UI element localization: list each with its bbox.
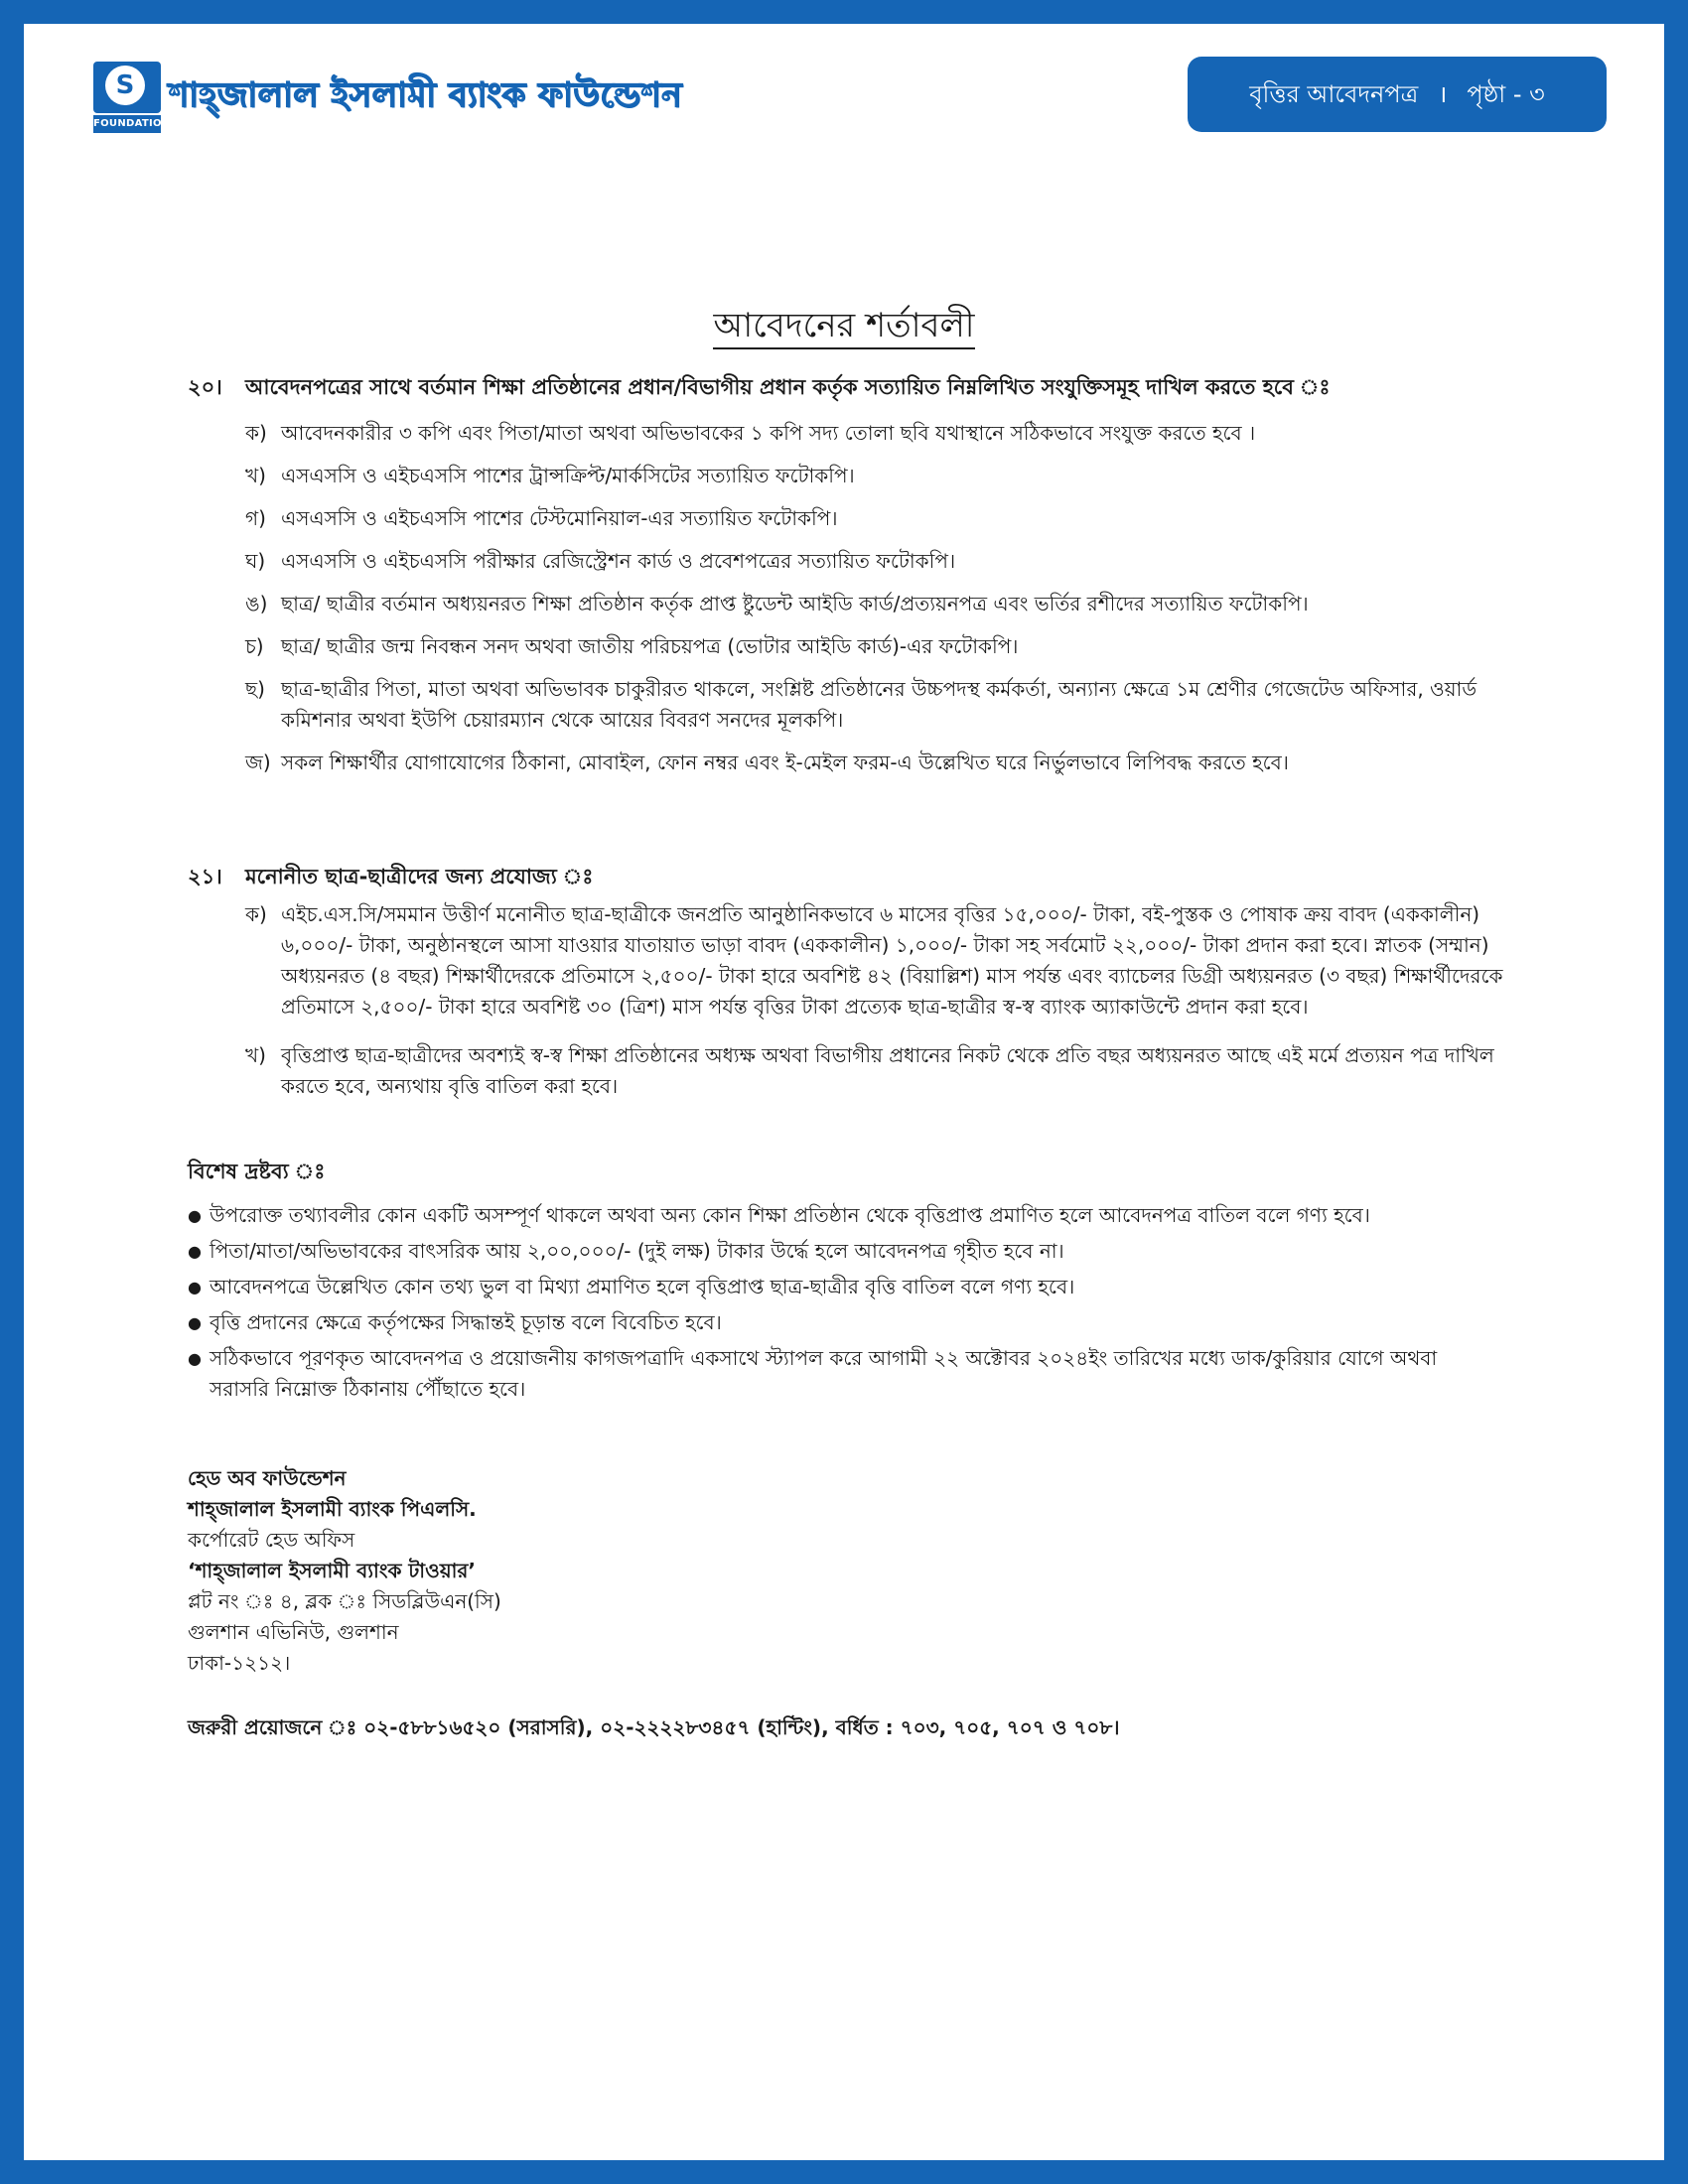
note-item: ● সঠিকভাবে পূরণকৃত আবেদনপত্র ও প্রয়োজনীয় কাগজপত্রাদি একসাথে স্ট্যাপল করে আগামী ২২ অক্টোবর ২০২৪ইং তারিখের মধ্যে ডাক/কুরিয়ার যোগে অথবা সরাসরি নিম্নোক্ত ঠিকানায় পৌঁছাতে হবে। — [188, 1343, 1498, 1405]
form-name: বৃত্তির আবেদনপত্র — [1249, 80, 1419, 108]
address-street: গুলশান এভিনিউ, গুলশান — [188, 1620, 399, 1644]
bullet-icon: ● — [188, 1206, 202, 1225]
list-item: ঘ) এসএসসি ও এইচএসসি পরীক্ষার রেজিস্ট্রেশন কার্ড ও প্রবেশপত্রের সত্যায়িত ফটোকপি। — [245, 549, 956, 573]
note-item: ● পিতা/মাতা/অভিভাবকের বাৎসরিক আয় ২,০০,০০০/- (দুই লক্ষ) টাকার উর্দ্ধে হলে আবেদনপত্র গৃহীত হবে না। — [188, 1236, 1498, 1267]
notes-heading: বিশেষ দ্রষ্টব্য ঃ — [188, 1160, 326, 1183]
mailing-address — [188, 1463, 501, 1679]
list-item: ক) এইচ.এস.সি/সমমান উত্তীর্ণ মনোনীত ছাত্র-ছাত্রীকে জনপ্রতি আনুষ্ঠানিকভাবে ৬ মাসের বৃত্তির ১৫,০০০/- টাকা, বই-পুস্তক ও পোষাক ক্রয় বাবদ (এককালীন) ৬,০০০/- টাকা, অনুষ্ঠানস্থলে আসা যাওয়ার যাতায়াত ভাড়া বাবদ (এককালীন) ১,০০০/- টাকা সহ সর্বমোট ২২,০০০/- টাকা প্রদান করা হবে। স্নাতক (সম্মান) অধ্যয়নরত (৪ বছর) শিক্ষার্থীদেরকে প্রতিমাসে ২,৫০০/- টাকা হারে অবশিষ্ট ৪২ (বিয়াল্লিশ) মাস পর্যন্ত এবং ব্যাচেলর ডিগ্রী অধ্যয়নরত (৩ বছর) শিক্ষার্থীদেরকে প্রতিমাসে ২,৫০০/- টাকা হারে অবশিষ্ট ৩০ (ত্রিশ) মাস পর্যন্ত বৃত্তির টাকা প্রত্যেক ছাত্র-ছাত্রীর স্ব-স্ব ব্যাংক অ্যাকাউন্টে প্রদান করা হবে। — [245, 902, 1503, 1019]
logo-foundation-label: FOUNDATION — [93, 115, 161, 133]
bullet-icon: ● — [188, 1278, 202, 1297]
section-number: ২১। — [188, 865, 222, 888]
list-item: খ) বৃত্তিপ্রাপ্ত ছাত্র-ছাত্রীদের অবশ্যই স্ব-স্ব শিক্ষা প্রতিষ্ঠানের অধ্যক্ষ অথবা বিভাগীয় প্রধানের নিকট থেকে প্রতি বছর অধ্যয়নরত আছে এই মর্মে প্রত্যয়ন পত্র দাখিল করতে হবে, অন্যথায় বৃত্তি বাতিল করা হবে। — [245, 1043, 1494, 1098]
address-bank: শাহ্জালাল ইসলামী ব্যাংক পিএলসি. — [188, 1497, 477, 1521]
section-21 — [188, 861, 1518, 1102]
logo-letter: S — [115, 70, 135, 100]
list-item: গ) এসএসসি ও এইচএসসি পাশের টেস্টমোনিয়াল-এর সত্যায়িত ফটোকপি। — [245, 506, 838, 530]
section-21-heading — [188, 861, 1518, 895]
page-header-badge — [1188, 57, 1607, 132]
address-plot: প্লট নং ঃ ৪, ব্লক ঃ সিডব্লিউএন(সি) — [188, 1589, 501, 1613]
section-20-heading — [188, 371, 1518, 406]
logo-emblem — [93, 62, 171, 133]
note-item: ● বৃত্তি প্রদানের ক্ষেত্রে কর্তৃপক্ষের সিদ্ধান্তই চূড়ান্ত বলে বিবেচিত হবে। — [188, 1307, 1498, 1338]
foundation-logo — [93, 62, 682, 133]
list-item: ছ) ছাত্র-ছাত্রীর পিতা, মাতা অথবা অভিভাবক চাকুরীরত থাকলে, সংশ্লিষ্ট প্রতিষ্ঠানের উচ্চপদস্থ কর্মকর্তা, অন্যান্য ক্ষেত্রে ১ম শ্রেণীর গেজেটেড অফিসার, ওয়ার্ড কমিশনার অথবা ইউপি চেয়ারম্যান থেকে আয়ের বিবরণ সনদের মূলকপি। — [245, 677, 1477, 732]
section-number: ২০। — [188, 375, 222, 399]
list-item: খ) এসএসসি ও এইচএসসি পাশের ট্রান্সক্রিপ্ট/মার্কসিটের সত্যায়িত ফটোকপি। — [245, 464, 855, 487]
bullet-icon: ● — [188, 1349, 202, 1368]
address-office: কর্পোরেট হেড অফিস — [188, 1528, 355, 1552]
list-item: ঙ) ছাত্র/ ছাত্রীর বর্তমান অধ্যয়নরত শিক্ষা প্রতিষ্ঠান কর্তৃক প্রাপ্ত ষ্টুডেন্ট আইডি কার্ড/প্রত্যয়নপত্র এবং ভর্তির রশীদের সত্যায়িত ফটোকপি। — [245, 592, 1309, 615]
address-city: ঢাকা-১২১২। — [188, 1651, 291, 1675]
address-building: ‘শাহ্জালাল ইসলামী ব্যাংক টাওয়ার’ — [188, 1559, 476, 1582]
header-separator: । — [1438, 80, 1448, 108]
bullet-icon: ● — [188, 1313, 202, 1332]
page-title: আবেদনের শর্তাবলী — [24, 300, 1664, 356]
section-heading-text: আবেদনপত্রের সাথে বর্তমান শিক্ষা প্রতিষ্ঠানের প্রধান/বিভাগীয় প্রধান কর্তৃক সত্যায়িত নিম্নলিখিত সংযুক্তিসমূহ দাখিল করতে হবে ঃ — [245, 375, 1331, 399]
list-item: চ) ছাত্র/ ছাত্রীর জন্ম নিবন্ধন সনদ অথবা জাতীয় পরিচয়পত্র (ভোটার আইডি কার্ড)-এর ফটোকপি। — [245, 634, 1019, 658]
note-item: ● আবেদনপত্রে উল্লেখিত কোন তথ্য ভুল বা মিথ্যা প্রমাণিত হলে বৃত্তিপ্রাপ্ত ছাত্র-ছাত্রীর বৃত্তি বাতিল বলে গণ্য হবে। — [188, 1272, 1498, 1302]
page-number: পৃষ্ঠা - ৩ — [1467, 80, 1545, 108]
bullet-icon: ● — [188, 1242, 202, 1261]
list-item: ক) আবেদনকারীর ৩ কপি এবং পিতা/মাতা অথবা অভিভাবকের ১ কপি সদ্য তোলা ছবি যথাস্থানে সঠিকভাবে সংযুক্ত করতে হবে । — [245, 421, 1256, 445]
emergency-contact: জরুরী প্রয়োজনে ঃ ০২-৫৮৮১৬৫২০ (সরাসরি), ০২-২২২২৮৩৪৫৭ (হান্টিং), বর্ধিত : ৭০৩, ৭০৫, ৭০৭ ও ৭০৮। — [188, 1715, 1120, 1739]
special-notes — [188, 1156, 1498, 1405]
section-20 — [188, 371, 1518, 778]
list-item: জ) সকল শিক্ষার্থীর যোগাযোগের ঠিকানা, মোবাইল, ফোন নম্বর এবং ই-মেইল ফরম-এ উল্লেখিত ঘরে নির্ভুলভাবে লিপিবদ্ধ করতে হবে। — [245, 751, 1289, 774]
address-recipient: হেড অব ফাউন্ডেশন — [188, 1466, 347, 1490]
section-heading-text: মনোনীত ছাত্র-ছাত্রীদের জন্য প্রযোজ্য ঃ — [245, 865, 594, 888]
org-name: শাহ্জালাল ইসলামী ব্যাংক ফাউন্ডেশন — [169, 74, 683, 115]
note-item: ● উপরোক্ত তথ্যাবলীর কোন একটি অসম্পূর্ণ থাকলে অথবা অন্য কোন শিক্ষা প্রতিষ্ঠান থেকে বৃত্তিপ্রাপ্ত প্রমাণিত হলে আবেদনপত্র বাতিল বলে গণ্য হবে। — [188, 1200, 1498, 1231]
document-page — [24, 24, 1664, 2160]
